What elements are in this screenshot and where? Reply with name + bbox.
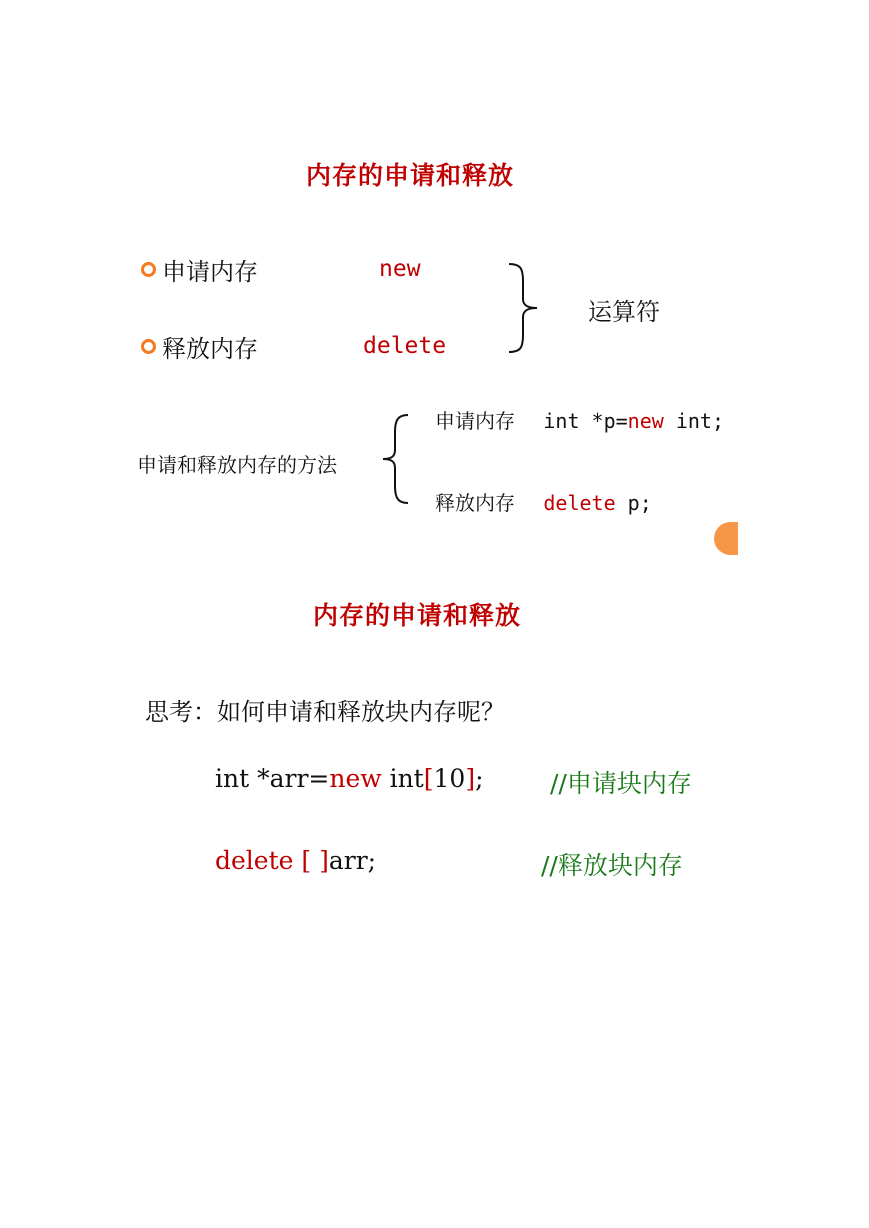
question-text: 思考：如何申请和释放块内存呢？ bbox=[145, 698, 505, 726]
code1-num: 10 bbox=[433, 764, 466, 793]
method-label: 申请和释放内存的方法 bbox=[137, 453, 337, 477]
bullet-dot-icon bbox=[141, 262, 156, 277]
code1-kw: new bbox=[329, 764, 382, 793]
code1-a: int *arr= bbox=[215, 764, 330, 793]
method-free-label: 释放内存 bbox=[435, 491, 515, 515]
slide1-title: 内存的申请和释放 bbox=[306, 161, 515, 190]
method-allocate-code-a: int *p= bbox=[543, 409, 628, 433]
operator-label: 运算符 bbox=[588, 298, 660, 326]
code2-kw: delete [ ] bbox=[215, 846, 329, 875]
code2-comment: //释放块内存 bbox=[541, 851, 683, 880]
code2-b: arr; bbox=[328, 846, 377, 875]
right-brace-icon bbox=[505, 261, 541, 355]
code1-b: int bbox=[381, 764, 424, 793]
method-allocate-row bbox=[435, 405, 724, 434]
code1-lb: [ bbox=[423, 764, 434, 793]
method-allocate-code-b: int; bbox=[663, 409, 724, 433]
item-free-label: 释放内存 bbox=[162, 335, 258, 363]
code-line-allocate bbox=[215, 764, 484, 793]
keyword-new: new bbox=[379, 256, 421, 282]
slide2-title: 内存的申请和释放 bbox=[313, 601, 522, 630]
code1-semi: ; bbox=[475, 764, 484, 793]
code-line-free bbox=[215, 846, 376, 875]
code1-comment: //申请块内存 bbox=[550, 769, 692, 798]
left-brace-icon bbox=[380, 412, 410, 506]
item-allocate-label: 申请内存 bbox=[162, 258, 258, 286]
keyword-delete: delete bbox=[363, 333, 447, 359]
method-free-code-kw: delete bbox=[543, 491, 616, 515]
slide-corner-tab bbox=[714, 522, 738, 555]
code1-rb: ] bbox=[465, 764, 476, 793]
method-allocate-label: 申请内存 bbox=[435, 409, 515, 433]
bullet-dot-icon bbox=[141, 339, 156, 354]
method-free-code-b: p; bbox=[615, 491, 652, 515]
method-allocate-code-kw: new bbox=[627, 409, 664, 433]
method-free-row bbox=[435, 487, 652, 516]
